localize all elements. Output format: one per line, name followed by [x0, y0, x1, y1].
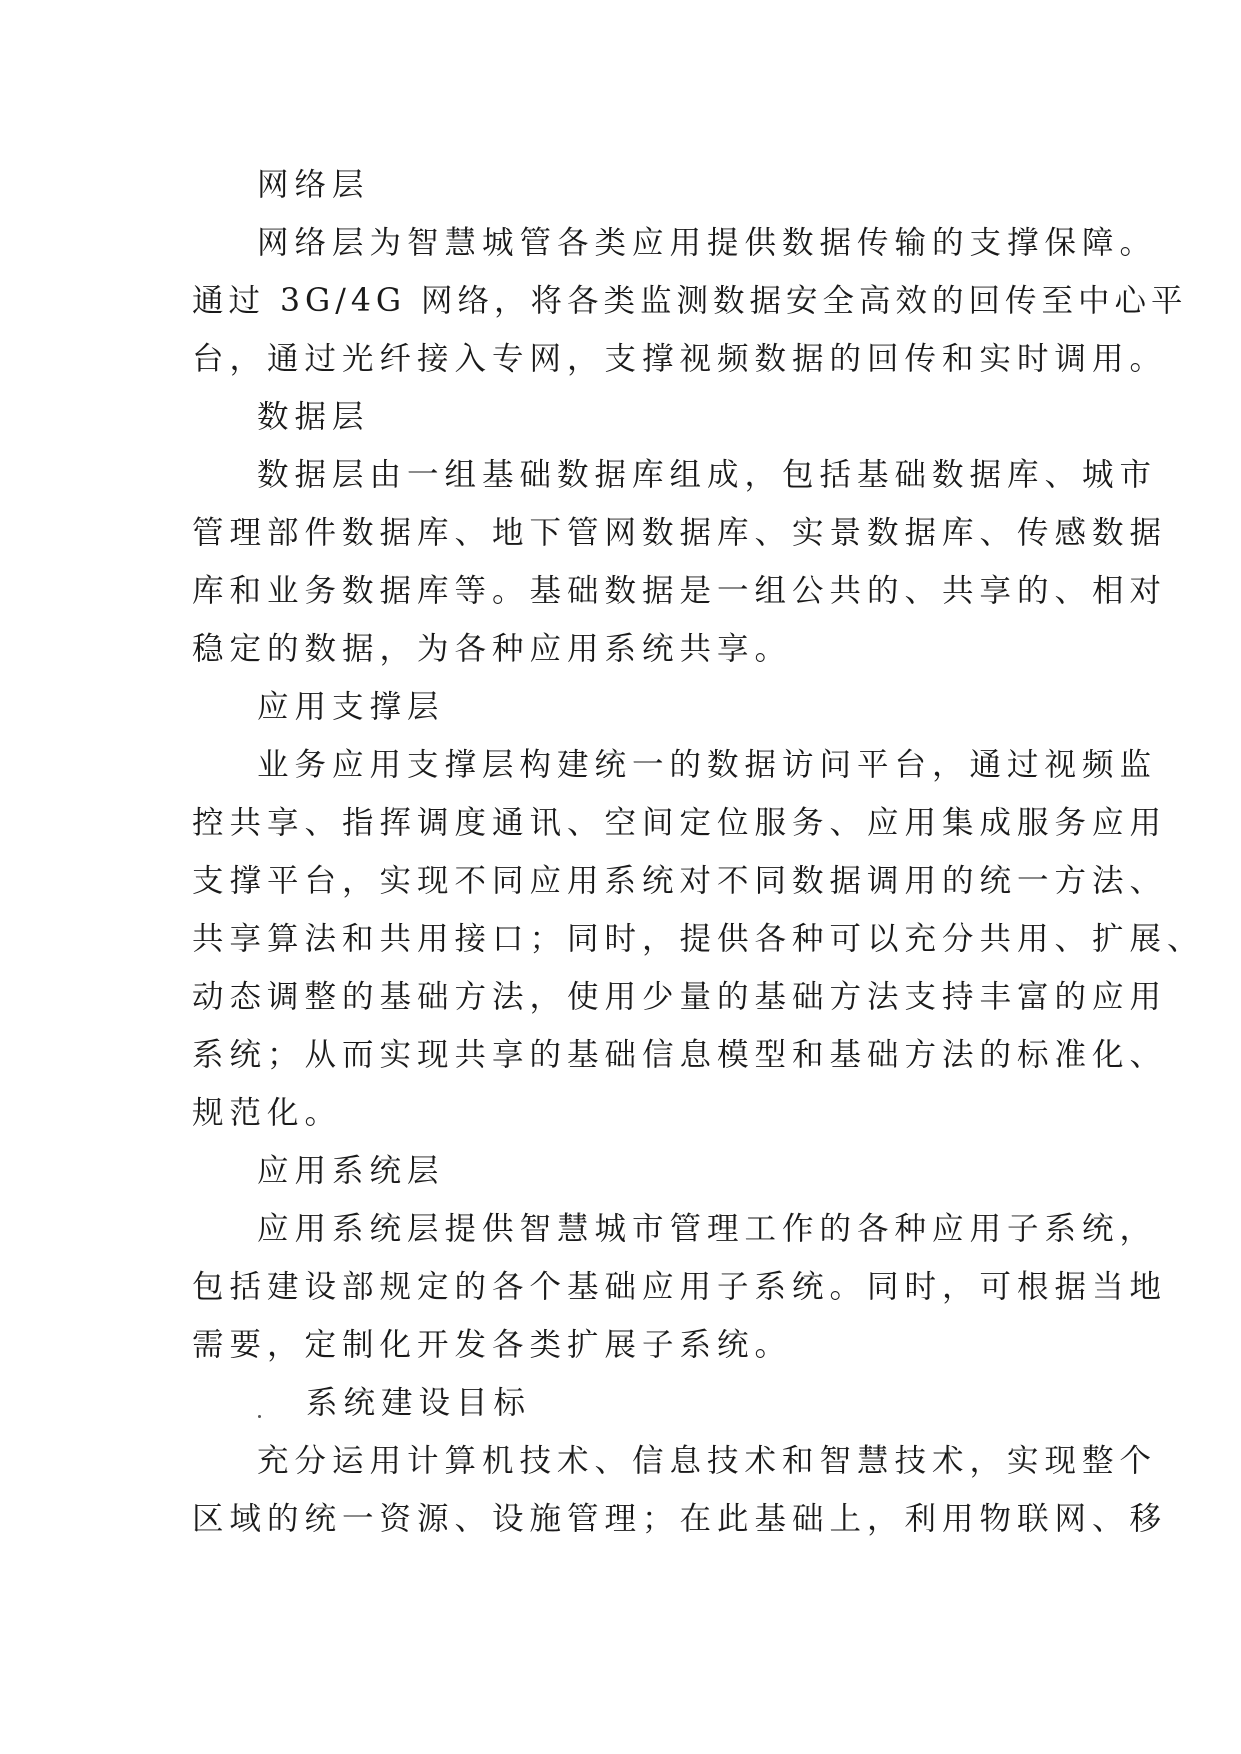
paragraph-line: 台，通过光纤接入专网，支撑视频数据的回传和实时调用。 — [192, 341, 1168, 377]
section-heading: 数据层 — [257, 399, 370, 435]
paragraph-line: 规范化。 — [192, 1095, 343, 1131]
paragraph-line: 支撑平台，实现不同应用系统对不同数据调用的统一方法、 — [192, 863, 1168, 899]
paragraph-line: 管理部件数据库、地下管网数据库、实景数据库、传感数据 — [192, 515, 1168, 551]
paragraph-line: 动态调整的基础方法，使用少量的基础方法支持丰富的应用 — [192, 979, 1168, 1015]
paragraph-line: 需要，定制化开发各类扩展子系统。 — [192, 1327, 793, 1363]
paragraph-line: 充分运用计算机技术、信息技术和智慧技术，实现整个 — [257, 1443, 1158, 1479]
paragraph-line: 通过 3G/4G 网络，将各类监测数据安全高效的回传至中心平 — [192, 283, 1188, 319]
section-heading: 系统建设目标 — [306, 1385, 532, 1421]
paragraph-line: 应用系统层提供智慧城市管理工作的各种应用子系统， — [257, 1211, 1158, 1247]
paragraph-line: 数据层由一组基础数据库组成，包括基础数据库、城市 — [257, 457, 1158, 493]
paragraph-line: 网络层为智慧城管各类应用提供数据传输的支撑保障。 — [257, 225, 1158, 261]
section-heading: 应用系统层 — [257, 1153, 445, 1189]
paragraph-line: 区域的统一资源、设施管理；在此基础上，利用物联网、移 — [192, 1501, 1168, 1537]
bullet-icon — [258, 1415, 261, 1418]
section-heading: 网络层 — [257, 167, 370, 203]
paragraph-line: 系统；从而实现共享的基础信息模型和基础方法的标准化、 — [192, 1037, 1168, 1073]
paragraph-line: 业务应用支撑层构建统一的数据访问平台，通过视频监 — [257, 747, 1158, 783]
paragraph-line: 共享算法和共用接口；同时，提供各种可以充分共用、扩展、 — [192, 921, 1205, 957]
paragraph-line: 稳定的数据，为各种应用系统共享。 — [192, 631, 793, 667]
section-heading: 应用支撑层 — [257, 689, 445, 725]
paragraph-line: 包括建设部规定的各个基础应用子系统。同时，可根据当地 — [192, 1269, 1168, 1305]
paragraph-line: 控共享、指挥调度通讯、空间定位服务、应用集成服务应用 — [192, 805, 1168, 841]
paragraph-line: 库和业务数据库等。基础数据是一组公共的、共享的、相对 — [192, 573, 1168, 609]
